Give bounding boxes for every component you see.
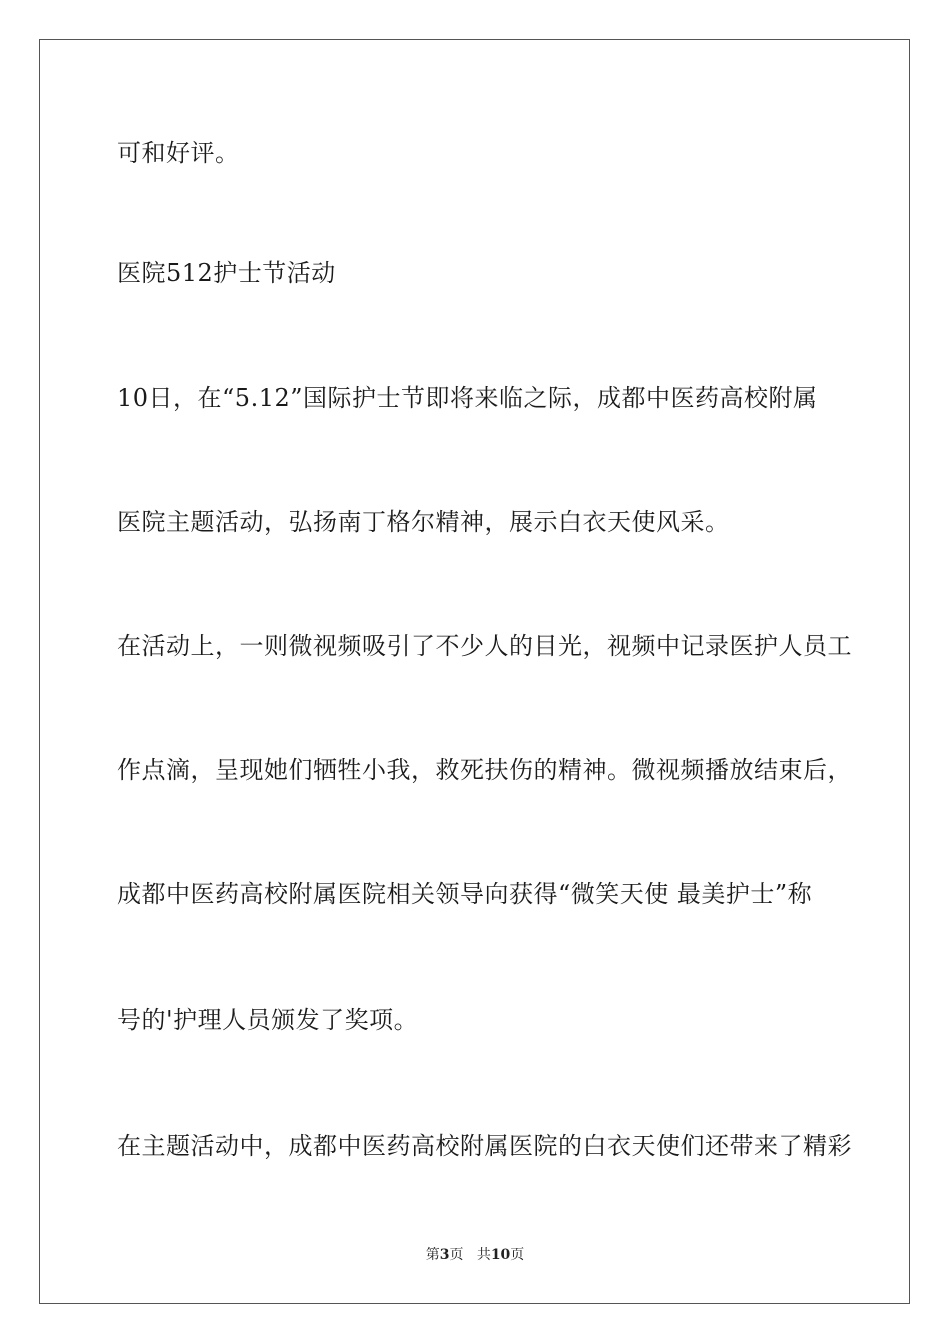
page-prefix: 第 [425, 1247, 440, 1263]
text-line: 在活动上，一则微视频吸引了不少人的目光，视频中记录医护人员工 [117, 632, 852, 660]
total-prefix: 共 [476, 1247, 491, 1263]
text-line: 10日，在“5.12”国际护士节即将来临之际，成都中医药高校附属 [117, 384, 818, 412]
text-line: 可和好评。 [117, 139, 240, 167]
page-total: 10 [490, 1247, 511, 1263]
total-unit: 页 [510, 1247, 525, 1263]
page-unit: 页 [449, 1247, 464, 1263]
page-current: 3 [439, 1247, 450, 1263]
text-line: 医院主题活动，弘扬南丁格尔精神，展示白衣天使风采。 [117, 508, 730, 536]
text-line: 作点滴，呈现她们牺牲小我，救死扶伤的精神。微视频播放结束后， [117, 756, 852, 784]
section-heading: 医院512护士节活动 [117, 259, 336, 287]
text-line: 号的'护理人员颁发了奖项。 [117, 1006, 419, 1034]
text-line: 成都中医药高校附属医院相关领导向获得“微笑天使 最美护士”称 [117, 880, 813, 908]
page-footer [0, 1246, 950, 1264]
text-line: 在主题活动中，成都中医药高校附属医院的白衣天使们还带来了精彩 [117, 1132, 852, 1160]
page-border [39, 39, 910, 1304]
